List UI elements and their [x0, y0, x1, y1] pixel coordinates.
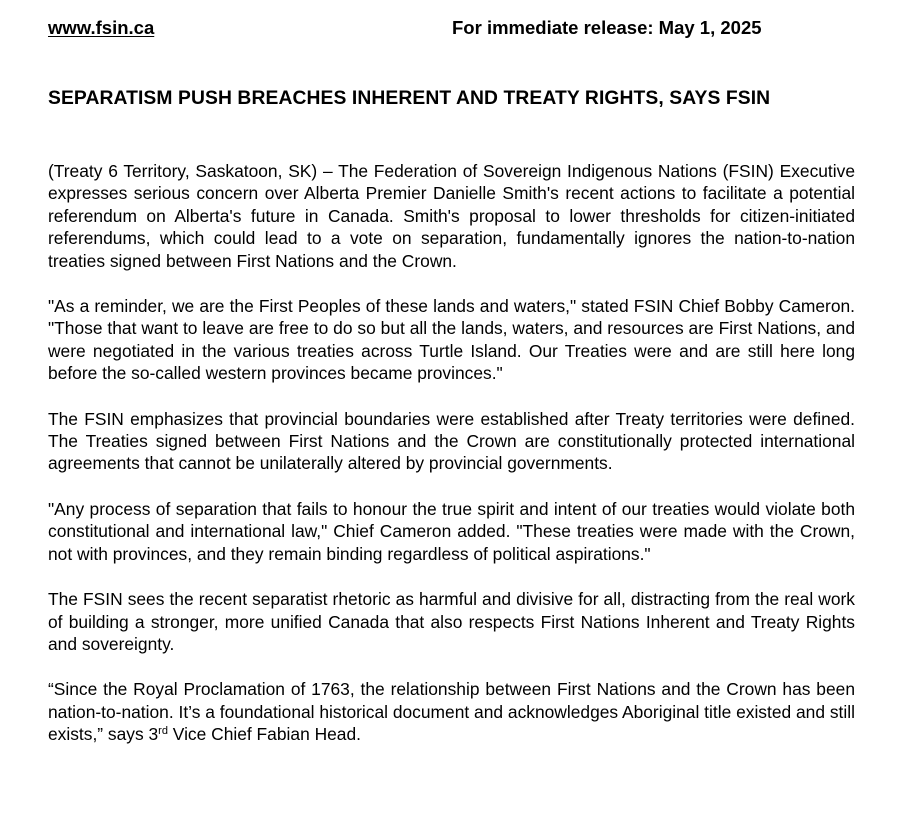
- paragraph-boundaries: The FSIN emphasizes that provincial boundaries were established after Treaty territories were defined. The Treaties signed between First Nations and the Crown are constitutionally protected international agreements that cannot be unilaterally altered by provincial governments.: [48, 408, 855, 474]
- press-release-body: [48, 160, 855, 746]
- vice-chief-attribution: Vice Chief Fabian Head.: [167, 724, 361, 745]
- paragraph-separation-quote: "Any process of separation that fails to honour the true spirit and intent of our treaties would violate both constitutional and international law," Chief Cameron added. "These treaties were made with the Crown, not with provinces, and they remain binding regardless of political aspirations.": [48, 498, 855, 564]
- release-date-line: For immediate release: May 1, 2025: [452, 17, 762, 38]
- paragraph-chief-quote: "As a reminder, we are the First Peoples of these lands and waters," stated FSIN Chief Bobby Cameron. "Those that want to leave are free to do so but all the lands, waters, and resources are First Nations, and were negotiated in the various treaties across Turtle Island. Our Treaties were and are still here long before the so-called western provinces became provinces.": [48, 296, 855, 384]
- press-release-headline: SEPARATISM PUSH BREACHES INHERENT AND TREATY RIGHTS, SAYS FSIN: [48, 88, 771, 109]
- vice-chief-quote-text: “Since the Royal Proclamation of 1763, the relationship between First Nations and the Crown has been nation-to-nation. It’s a foundational historical document and acknowledges Aboriginal title existed and still exists,” says 3: [48, 679, 855, 745]
- release-header: [48, 15, 857, 41]
- paragraph-intro: (Treaty 6 Territory, Saskatoon, SK) – The Federation of Sovereign Indigenous Nations (FSIN) Executive expresses serious concern over Alberta Premier Danielle Smith's recent actions to facilitate a potential referendum on Alberta's future in Canada. Smith's proposal to lower thresholds for citizen-initiated referendums, which could lead to a vote on separation, fundamentally ignores the nation-to-nation treaties signed between First Nations and the Crown.: [48, 161, 855, 271]
- paragraph-rhetoric: The FSIN sees the recent separatist rhetoric as harmful and divisive for all, distracting from the real work of building a stronger, more unified Canada that also respects First Nations Inherent and Treaty Rights and sovereignty.: [48, 589, 855, 654]
- paragraph-vice-chief-quote: [48, 678, 855, 745]
- ordinal-superscript: rd: [158, 725, 168, 738]
- website-link[interactable]: www.fsin.ca: [48, 17, 155, 38]
